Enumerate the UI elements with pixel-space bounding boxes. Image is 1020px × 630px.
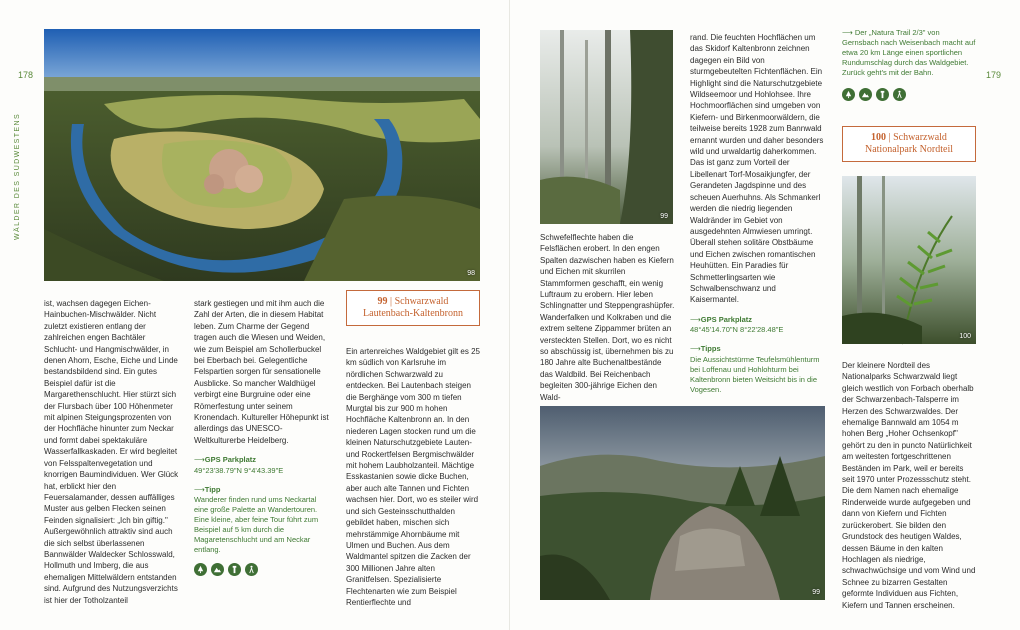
tip-label: ⟶ Tipps [690,343,826,354]
photo-number-100: 100 [959,333,971,340]
page-number-right: 179 [986,70,1002,80]
gps-coordinates: 49°23'38.79"N 9°4'43.39"E [194,465,284,475]
heading-number: 100 [871,132,887,143]
tip-text: Wanderer finden rund ums Neckartal eine große Palette an Wandertouren. Eine kleine, aber feine Tour führt zum Beispiel auf 5 km durch die Magaretenschlucht und am Neckar entlang. [194,495,319,555]
text-column-5 [690,32,826,392]
section-side-label: WÄLDER DES SÜDWESTENS [14,112,21,240]
tip-label: ⟶ Tipp [194,484,332,495]
photo-misty-forest [540,30,673,224]
photo-number-99-b: 99 [812,589,820,596]
gps-label: ⟶ GPS Parkplatz [194,454,332,465]
tip-text: Die Aussichtstürme Teufelsmühlenturm bei Loffenau und Hohlohturm bei Kaltenbronn bieten Weitsicht bis in die Vogesen. [690,354,820,394]
body-text: Der kleinere Nordteil des Nationalparks Schwarzwald liegt gleich westlich von Forbach oberhalb der Schwarzenbach-Talsperre im Herzen des Schwarzwaldes. Der ehemalige Bannwald am 1054 m hohen Berg „Hoher Ochsenkopf" gehört zu den in puncto Natürlichkeit am weitesten fortgeschrittenen Beständen im Park, weil er bereits seit 1970 unter Prozessschutz steht. Die dem Namen nach ehemalige Rinderweide wurde aufgegeben und dann von Kiefern und Fichten zurückerobert. Sie bilden den Grundstock des heutigen Waldes, dessen Bäume in den kalten Hochlagen als niedrige, schwachwüchsige und vom Wind und Schnee zu bizarren Gestalten geformte Individuen aus Fichten, Kiefern und Tannen erscheinen. [842,361,976,610]
gps-coordinates: 48°45'14.70"N 8°22'28.48"E [690,325,784,335]
body-text: rand. Die feuchten Hochflächen um das Skidorf Kaltenbronn zeichnen dagegen ein Bild von sturmgebeutelten Fichtenflächen. Ein Highlight sind die Naturschutzgebiete Wildseemoor und Hohlohsee. Ihre Hochmoorflächen sind umgeben von Kiefern- und Birkenmoorwäldern, die teilweise bereits 1928 zum Bannwald ernannt wurden und daher besonders wild und urwaldartig daherkommen. Das ist ganz zum Vorteil der Libellenart Torf-Mosaikjungfer, der Gerandeten Jagdspinne und des scheuen Auerhuhns. Als Schmankerl werden die niedrig liegenden Waldränder im Gebiet von ausgedehnten Almwiesen umringt. Überall stehen solitäre Obstbäume und Eichen zwischen romantischen Heuhütten. Ein Paradies für Schmetterlingsarten wie Schwalbenschwanz und Kaisermantel. [690,33,824,305]
feature-icons [194,563,332,576]
text-column-2 [194,298,332,598]
body-text: Ein artenreiches Waldgebiet gilt es 25 km südlich von Karlsruhe im nördlichen Schwarzwald zu entdecken. Bei Lautenbach steigen die Berghänge vom 300 m tiefen Murgtal bis zur 900 m hohen Hochfläche Kaltenbronn an. In den niederen Lagen stocken rund um die kleinen Naturschutzgebiete Lauten- und Rockertfelsen Bergmischwälder mit hohem Laubholzanteil. Mächtige Esskastanien sowie dicke Buchen, aber auch alte Tannen und Fichten wachsen hier. Dort, wo es steiler wird und sich Gesteinsschutthalden gebildet haben, mischen sich mehrstämmige Ahornbäume mit Ulmen und Buchen. Aus dem Waldmantel spitzen die Zacken der 300 Millionen Jahre alten Granitfelsen. Spezialisierte Flechtenarten wie zum Beispiel Rentierflechte und [346,347,480,607]
right-page [510,0,1020,630]
feature-icons-right [842,88,906,101]
heading-number: 99 [377,296,388,307]
body-text: stark gestiegen und mit ihm auch die Zahl der Arten, die in diesem Habitat leben. Zum Charme der Gegend tragen auch die Wiesen und Weiden, wie zum Beispiel am Schollerbuckel bei Eberbach bei. Gelegentliche Felspartien sorgen für sensationelle Ausblicke. So mancher Waldhügel verbirgt eine Burgruine oder eine Römerfestung unter seinem Kronendach. Kultureller Höhepunkt ist allerdings das UNESCO-Weltkulturerbe Heidelberg. [194,299,329,445]
mountain-icon [859,88,872,101]
trail-note-text: ⟶ Der „Natura Trail 2/3" von Gernsbach nach Weisenbach macht auf etwa 20 km Länge einen sportlichen Rundumschlag durch das Waldgebiet. Zurück geht's mit der Bahn. [842,28,976,77]
forest-icon [842,88,855,101]
forest-icon [194,563,207,576]
photo-granite-rocks-valley [540,406,825,600]
text-column-4 [540,232,676,402]
page-number-left: 178 [18,70,34,80]
hiker-icon [893,88,906,101]
tower-icon [876,88,889,101]
heading-title: Schwarzwald Nationalpark Nordteil [864,132,954,155]
text-column-1 [44,298,180,610]
section-heading-100: 100 | Schwarzwald Nationalpark Nordteil [842,126,976,162]
heading-title: Schwarzwald Lautenbach-Kaltenbronn [363,296,463,319]
text-column-3 [346,346,480,607]
photo-neckar-river-bend [44,29,480,281]
hiker-icon [245,563,258,576]
body-text: Schwefelflechte haben die Felsflächen erobert. In den engen Spalten dazwischen haben es Kiefern und Eichen mit skurrilen Stammformen geschafft, ein wenig Luftraum zu erobern. Hier leben Schlingnatter und Steppengrashüpfer. Wanderfalken und Kolkraben und die extrem seltene Zippammer brüten an versteckten Stellen. Dort, wo es nicht so abschüssig ist, übernehmen bis zu 180 Jahre alte Buchenaltbestände das Waldbild. Bei Reichenbach begleiten 300-jährige Eichen den Wald- [540,233,675,402]
tower-icon [228,563,241,576]
photo-number-98: 98 [467,270,475,277]
section-heading-99: 99 | Schwarzwald Lautenbach-Kaltenbronn [346,290,480,326]
gps-label: ⟶ GPS Parkplatz [690,314,826,325]
text-column-6 [842,360,978,610]
body-text: ist, wachsen dagegen Eichen-Hainbuchen-Mischwälder. Nicht zuletzt existieren entlang der zahlreichen engen Bachtäler Schlucht- und Hangmischwälder, in denen Ahorn, Esche, Eiche und Linde bestandsbildend sind. Ein gutes Beispiel dafür ist die Margarethenschlucht. Hier stürzt sich der Flursbach über 100 Höhenmeter mit alpinen Steigungsprozenten von der Hochfläche hinunter zum Neckar und formt dabei spektakuläre Wasserfallkaskaden. Er wird begleitet von Felsspaltenvegetation und knorrigen Baumindividuen. Wer Glück hat, erblickt hier den Feuersalamander, dessen auffälliges Muster aus gelben Flecken seinen Feinden signalisiert: „Ich bin giftig." Außergewöhnlich attraktiv sind auch die sich selbst überlassenen Bannwälder Waldecker Schlosswald, Hollmuth und Imberg, die aus ehemaligen Mittelwäldern entstanden sind. Aufgrund des Nutzungsverzichts ist hier der Totholzanteil [44,299,179,605]
photo-fern-forest [842,176,976,344]
photo-number-99: 99 [660,213,668,220]
mountain-icon [211,563,224,576]
trail-note [842,28,978,88]
